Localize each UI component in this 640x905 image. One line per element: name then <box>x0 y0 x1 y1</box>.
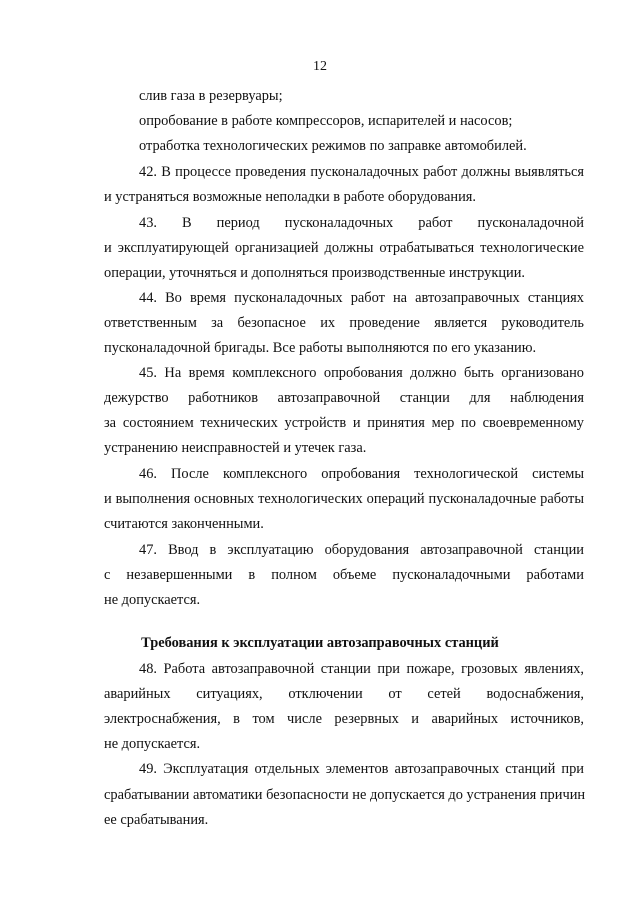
text-line: и устраняться возможные неполадки в работе оборудования. <box>104 189 477 205</box>
text-line: не допускается. <box>104 736 201 752</box>
section-heading: Требования к эксплуатации автозаправочных станций <box>141 635 499 651</box>
text-line: 42. В процессе проведения пусконаладочных работ должны выявляться <box>139 164 584 180</box>
text-line: 44. Во время пусконаладочных работ на автозаправочных станциях <box>139 290 584 306</box>
text-line: и выполнения основных технологических операций пусконаладочные работы <box>104 491 584 507</box>
text-line: 49. Эксплуатация отдельных элементов автозаправочных станций при <box>139 761 584 777</box>
text-line: ее срабатывания. <box>104 812 209 828</box>
text-line: опробование в работе компрессоров, испарителей и насосов; <box>139 113 513 129</box>
text-line: за состоянием технических устройств и принятия мер по своевременному <box>104 415 584 431</box>
text-line: электроснабжения, в том числе резервных и аварийных источников, <box>104 711 584 727</box>
text-line: 43. В период пусконаладочных работ пусконаладочной <box>139 215 584 231</box>
text-line: 48. Работа автозаправочной станции при пожаре, грозовых явлениях, <box>139 661 584 677</box>
text-line: устранению неисправностей и утечек газа. <box>104 440 367 456</box>
text-line: с незавершенными в полном объеме пусконаладочными работами <box>104 567 584 583</box>
text-line: 45. На время комплексного опробования должно быть организовано <box>139 365 584 381</box>
text-line: операции, уточняться и дополняться производственные инструкции. <box>104 265 526 281</box>
text-line: 47. Ввод в эксплуатацию оборудования автозаправочной станции <box>139 542 584 558</box>
text-line: отработка технологических режимов по заправке автомобилей. <box>139 138 527 154</box>
text-line: пусконаладочной бригады. Все работы выполняются по его указанию. <box>104 340 537 356</box>
text-line: и эксплуатирующей организацией должны отрабатываться технологические <box>104 240 584 256</box>
text-line: 46. После комплексного опробования технологической системы <box>139 466 584 482</box>
page-number: 12 <box>313 59 327 74</box>
text-line: считаются законченными. <box>104 516 264 532</box>
text-line: дежурство работников автозаправочной станции для наблюдения <box>104 390 584 406</box>
text-line: не допускается. <box>104 592 201 608</box>
text-line: аварийных ситуациях, отключении от сетей водоснабжения, <box>104 686 584 702</box>
text-line: ответственным за безопасное их проведение является руководитель <box>104 315 584 331</box>
text-line: срабатывании автоматики безопасности не допускается до устранения причин <box>104 787 586 803</box>
text-line: слив газа в резервуары; <box>139 88 283 104</box>
